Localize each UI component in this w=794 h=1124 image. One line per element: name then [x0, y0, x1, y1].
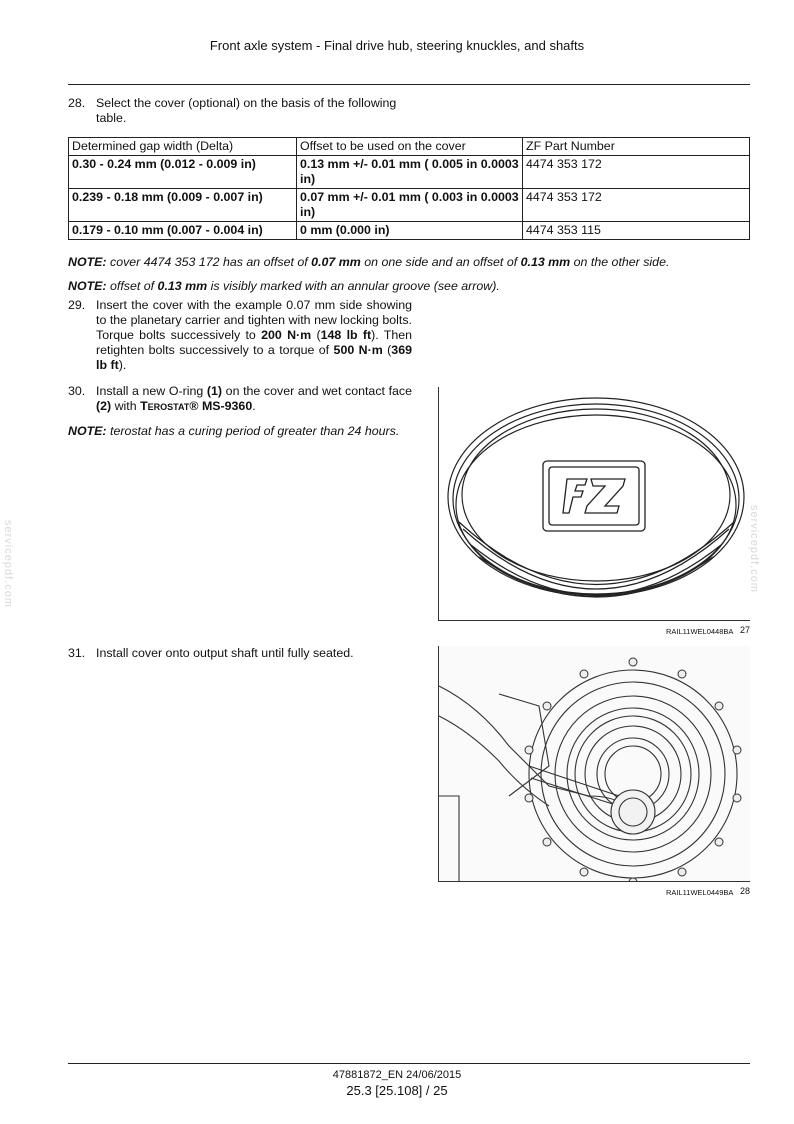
table-row	[69, 156, 750, 189]
header-offset: Offset to be used on the cover	[297, 138, 523, 156]
cell-gap: 0.30 - 0.24 mm (0.012 - 0.009 in)	[69, 156, 297, 189]
cell-part: 4474 353 115	[523, 222, 750, 240]
note-value: 0.07 mm	[311, 255, 361, 269]
page-number: 25.3 [25.108] / 25	[346, 1083, 448, 1098]
cell-offset: 0.13 mm +/- 0.01 mm ( 0.005 in 0.0003 in)	[297, 156, 523, 189]
step-text: Select the cover (optional) on the basis of the following table.	[96, 96, 397, 125]
cover-drawing	[439, 387, 751, 621]
table-row	[69, 189, 750, 222]
figure-cover-installation-photo	[438, 646, 750, 882]
note-offset-sides	[68, 255, 750, 270]
watermark-right: servicepdf.com	[748, 505, 760, 593]
cell-offset: 0 mm (0.000 in)	[297, 222, 523, 240]
figure-28-caption: RAIL11WEL0449BA	[666, 888, 734, 897]
cover-selection-table	[68, 137, 750, 240]
header-rule	[68, 84, 750, 85]
note-curing-period	[68, 424, 412, 439]
cell-part: 4474 353 172	[523, 156, 750, 189]
step-28	[68, 96, 412, 126]
note-value: 0.13 mm	[520, 255, 571, 269]
table-row	[69, 222, 750, 240]
cell-offset: 0.07 mm +/- 0.01 mm ( 0.003 in 0.0003 in)	[297, 189, 523, 222]
header-part-number: ZF Part Number	[523, 138, 750, 156]
note-text: on one side and an offset of	[364, 255, 518, 269]
footer-rule	[68, 1063, 750, 1064]
note-label: NOTE:	[68, 424, 107, 438]
step-number: 31.	[68, 646, 86, 660]
cell-gap: 0.239 - 0.18 mm (0.009 - 0.007 in)	[69, 189, 297, 222]
step-number: 29.	[68, 298, 86, 312]
step-number: 30.	[68, 384, 86, 398]
step-30	[68, 384, 412, 414]
note-label: NOTE:	[68, 255, 107, 269]
figure-27-caption: RAIL11WEL0448BA	[666, 627, 734, 636]
header-gap-width: Determined gap width (Delta)	[69, 138, 297, 156]
step-number: 28.	[68, 96, 86, 110]
note-text: on the other side.	[573, 255, 670, 269]
step-text: Insert the cover with the example 0.07 mm side showing to the planetary carrier and tighten with new locking bolts. Torque bolts successively to 200 N·m (148 lb ft). Then retighten bolts successively to a torque of 500 N·m (369 lb ft).	[96, 298, 412, 372]
figure-cover-illustration	[438, 387, 750, 621]
table-header-row	[69, 138, 750, 156]
note-label: NOTE:	[68, 279, 107, 293]
cell-gap: 0.179 - 0.10 mm (0.007 - 0.004 in)	[69, 222, 297, 240]
page-header-title: Front axle system - Final drive hub, steering knuckles, and shafts	[209, 38, 585, 53]
step-29	[68, 298, 412, 373]
step-text: Install cover onto output shaft until fully seated.	[96, 646, 354, 660]
cell-part: 4474 353 172	[523, 189, 750, 222]
watermark-left: servicepdf.com	[2, 520, 14, 608]
note-value: 0.13 mm	[157, 279, 208, 293]
note-text: terostat has a curing period of greater than 24 hours.	[110, 424, 400, 438]
figure-27-number: 27	[740, 625, 751, 635]
step-31	[68, 646, 412, 661]
figure-28-number: 28	[740, 886, 751, 896]
installation-drawing	[439, 646, 750, 882]
document-code: 47881872_EN 24/06/2015	[332, 1069, 462, 1081]
note-text: cover 4474 353 172 has an offset of	[110, 255, 308, 269]
note-annular-groove	[68, 279, 750, 294]
note-text: is visibly marked with an annular groove (see arrow).	[210, 279, 500, 293]
step-text: Install a new O-ring (1) on the cover and wet contact face (2) with Terostat® MS-9360.	[96, 384, 412, 413]
note-text: offset of	[110, 279, 155, 293]
